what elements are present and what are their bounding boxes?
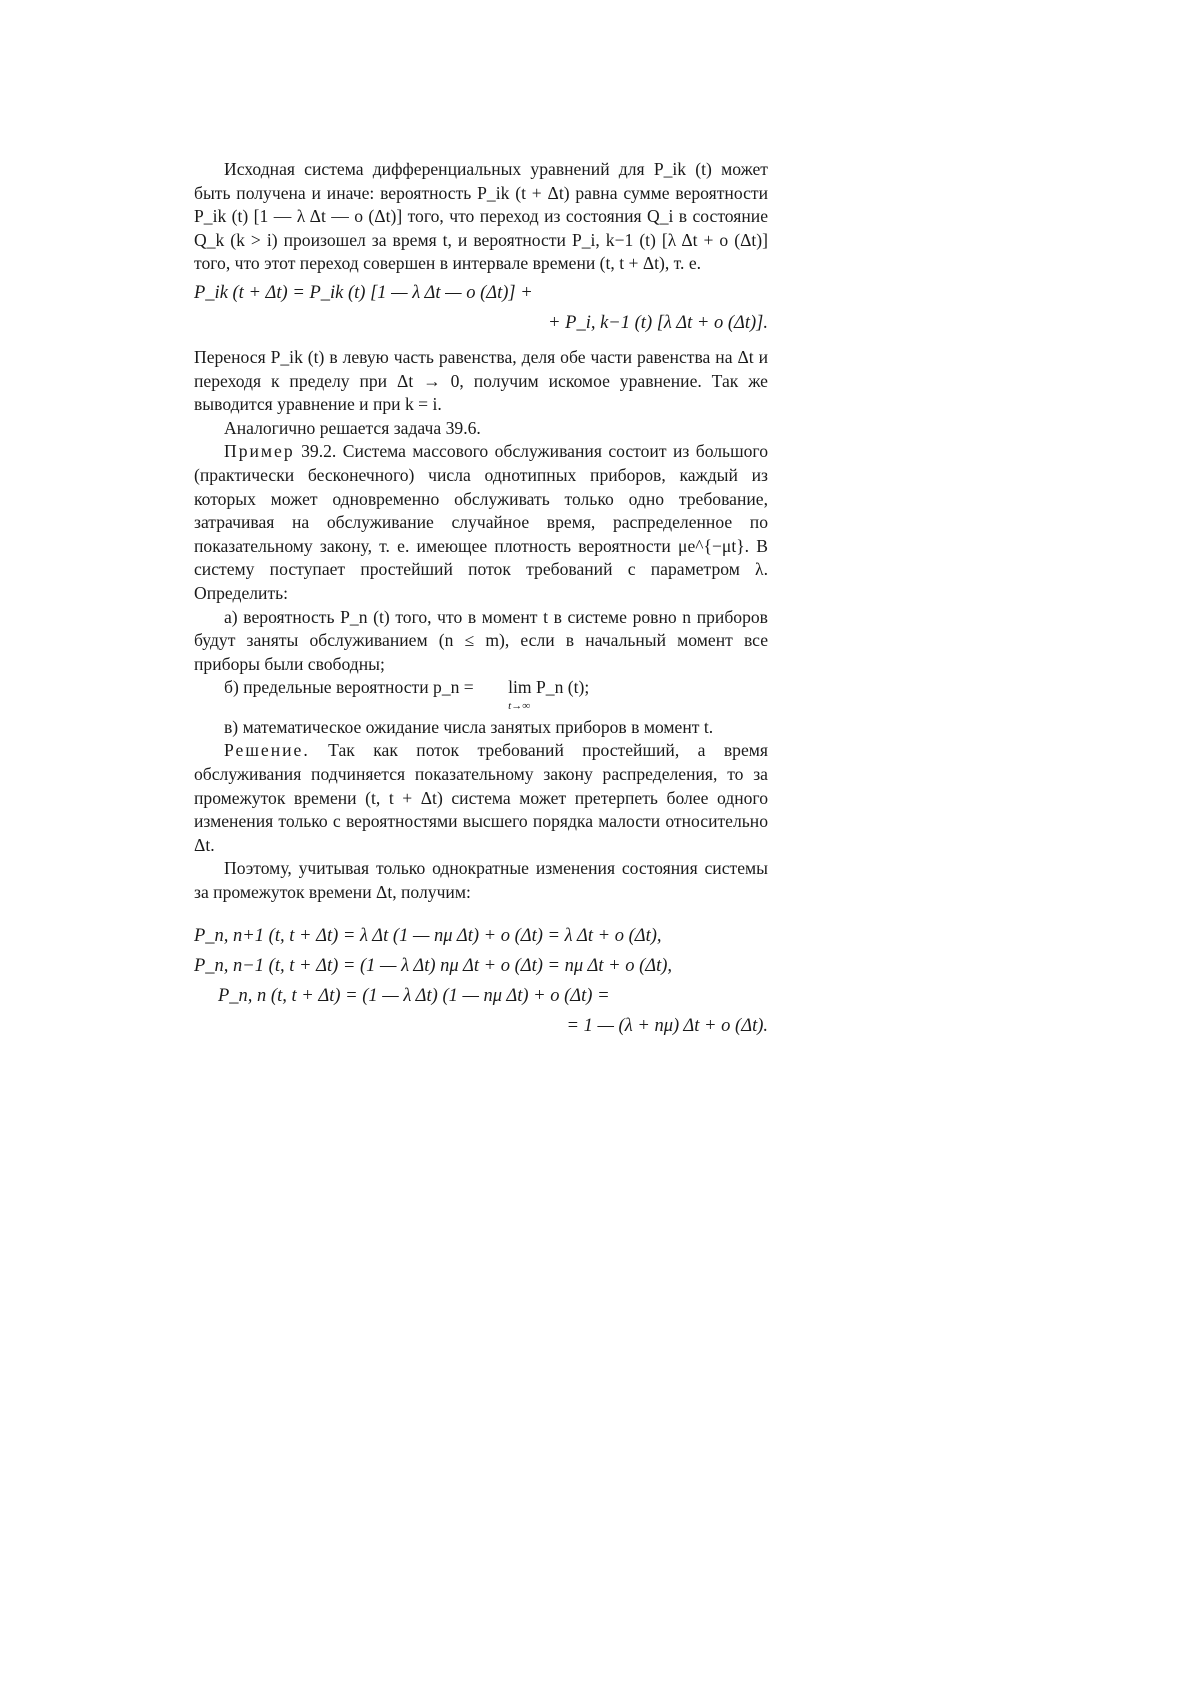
example-label: Пример <box>224 441 295 462</box>
item-b <box>194 676 768 712</box>
equation-transition-stay-line1: P_n, n (t, t + Δt) = (1 — λ Δt) (1 — nμ Δt) + o (Δt) = <box>218 985 610 1006</box>
equation-pik-line2: + P_i, k−1 (t) [λ Δt + o (Δt)]. <box>548 312 768 333</box>
book-page <box>194 158 768 1039</box>
solution-label: Решение. <box>224 740 310 761</box>
paragraph-similar-task: Аналогично решается задача 39.6. <box>224 417 481 438</box>
limit-subscript: t→∞ <box>508 699 531 712</box>
limit-main: lim P_n (t); <box>508 677 590 698</box>
equation-pik-line1: P_ik (t + Δt) = P_ik (t) [1 — λ Δt — o (Δt)] + <box>194 282 533 303</box>
solution-text: Так как поток требований простейший, а время обслуживания подчиняется показательному закону распределения, то за промежуток времени (t, t + Δt) система может претерпеть более одного изменения только с вероятностями высшего порядка малости относительно Δt. <box>194 740 768 855</box>
item-c: в) математическое ожидание числа занятых приборов в момент t. <box>224 716 714 737</box>
paragraph-example <box>194 440 768 605</box>
paragraph-therefore: Поэтому, учитывая только однократные изменения состояния системы за промежуток времени Δt, получим: <box>194 858 768 903</box>
paragraph-derivation: Перенося P_ik (t) в левую часть равенства, деля обе части равенства на Δt и переходя к пределу при Δt → 0, получим искомое уравнение. Так же выводится уравнение и при k = i. <box>194 346 768 415</box>
item-a: а) вероятность P_n (t) того, что в момент t в системе ровно n приборов будут заняты обслуживанием (n ≤ m), если в начальный момент все приборы были свободны; <box>194 606 768 674</box>
example-text: 39.2. Система массового обслуживания состоит из большого (практически бесконечного) числа однотипных приборов, каждый из которых может одновременно обслуживать только одно требование, затрачивая на обслуживание случайное время, распределенное по показательному закону, т. е. имеющее плотность вероятности μe^{−μt}. В систему поступает простейший поток требований с параметром λ. Определить: <box>194 441 768 603</box>
equation-transition-stay-line2: = 1 — (λ + nμ) Δt + o (Δt). <box>566 1015 768 1036</box>
equation-transition-down: P_n, n−1 (t, t + Δt) = (1 — λ Δt) nμ Δt + o (Δt) = nμ Δt + o (Δt), <box>194 955 673 976</box>
paragraph-differential-system: Исходная система дифференциальных уравнений для P_ik (t) может быть получена и иначе: вероятность P_ik (t + Δt) равна сумме вероятности P_ik (t) [1 — λ Δt — o (Δt)] того, что переход из состояния Q_i в состояние Q_k (k > i) произошел за время t, и вероятности P_i, k−1 (t) [λ Δt + o (Δt)] того, что этот переход совершен в интервале времени (t, t + Δt), т. е. <box>194 159 768 274</box>
item-b-text: б) предельные вероятности p_n = <box>224 677 474 698</box>
equation-transition-up: P_n, n+1 (t, t + Δt) = λ Δt (1 — nμ Δt) + o (Δt) = λ Δt + o (Δt), <box>194 925 662 946</box>
limit-expression <box>478 676 589 712</box>
paragraph-solution <box>194 739 768 857</box>
